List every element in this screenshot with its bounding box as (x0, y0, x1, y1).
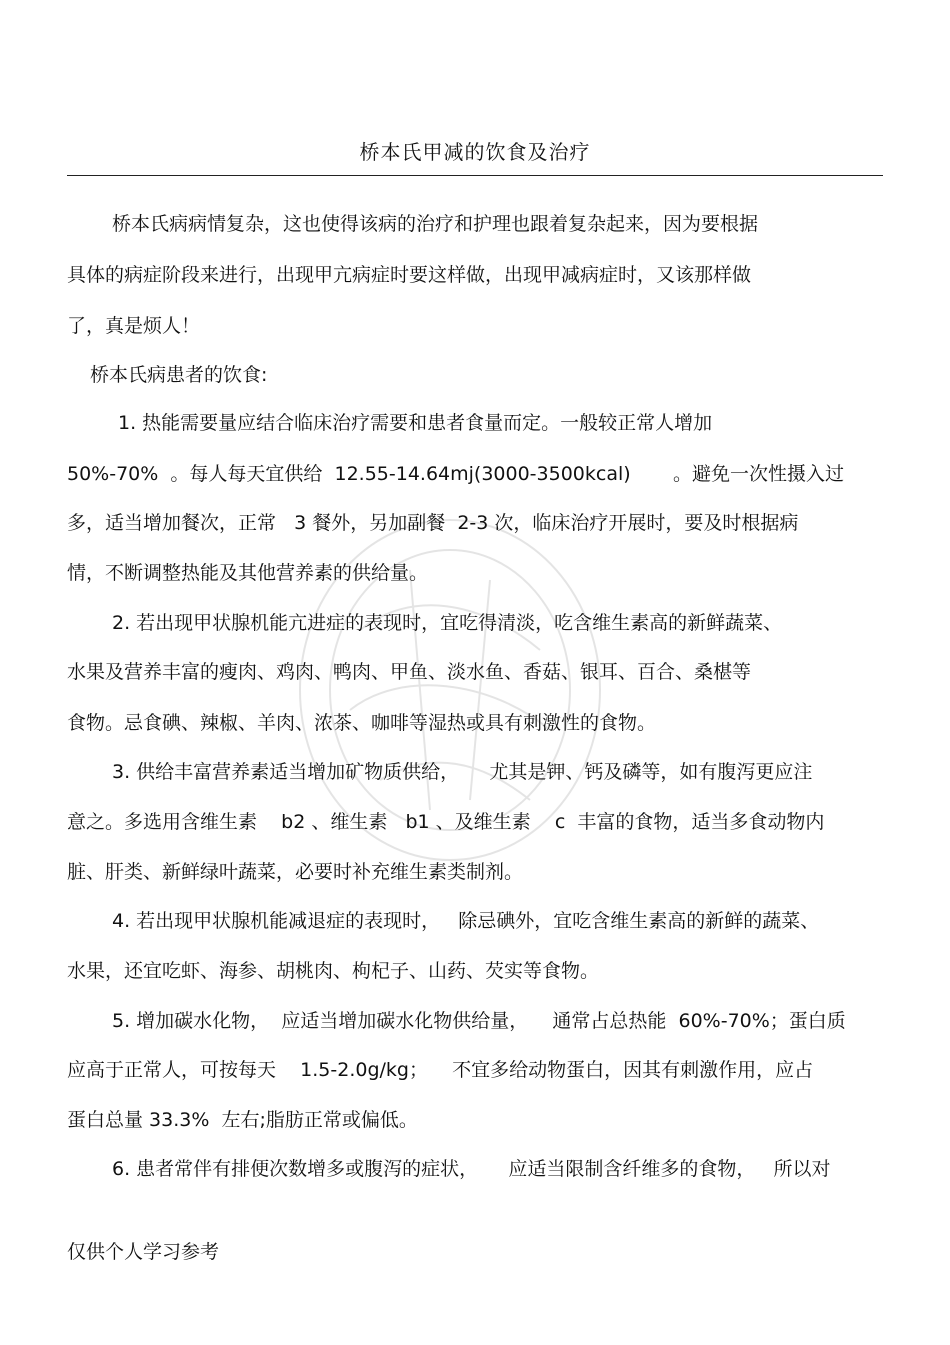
item-1-line-2: 50%-70% 。每人每天宜供给 12.55-14.64mj(3000-3500kcal) 。避免一次性摄入过 (67, 463, 844, 485)
page-footer: 仅供个人学习参考 (67, 1241, 220, 1263)
item-3-line-3: 脏、肝类、新鲜绿叶蔬菜，必要时补充维生素类制剂。 (67, 861, 524, 883)
item-4-line-1: 4. 若出现甲状腺机能减退症的表现时， 除忌碘外，宜吃含维生素高的新鲜的蔬菜、 (112, 910, 820, 932)
item-3-line-2: 意之。多选用含维生素 b2 、维生素 b1 、及维生素 c 丰富的食物，适当多食动物内 (67, 811, 825, 833)
watermark-stamp (240, 480, 660, 900)
item-6-line-1: 6. 患者常伴有排便次数增多或腹泻的症状， 应适当限制含纤维多的食物， 所以对 (112, 1158, 831, 1180)
item-2-line-2: 水果及营养丰富的瘦肉、鸡肉、鸭肉、甲鱼、淡水鱼、香菇、银耳、百合、桑椹等 (67, 661, 752, 683)
intro-line-3: 了，真是烦人！ (67, 315, 201, 337)
item-3-line-1: 3. 供给丰富营养素适当增加矿物质供给， 尤其是钾、钙及磷等，如有腹泻更应注 (112, 761, 813, 783)
item-1-line-4: 情，不断调整热能及其他营养素的供给量。 (67, 562, 429, 584)
title-divider (67, 175, 883, 176)
intro-line-1: 桥本氏病病情复杂，这也使得该病的治疗和护理也跟着复杂起来，因为要根据 (112, 213, 759, 235)
section-heading: 桥本氏病患者的饮食: (90, 364, 268, 386)
document-title: 桥本氏甲减的饮食及治疗 (359, 140, 591, 164)
item-2-line-1: 2. 若出现甲状腺机能亢进症的表现时，宜吃得清淡，吃含维生素高的新鲜蔬菜、 (112, 612, 783, 634)
item-5-line-2: 应高于正常人，可按每天 1.5-2.0g/kg； 不宜多给动物蛋白，因其有刺激作用，应占 (67, 1059, 814, 1081)
item-5-line-3: 蛋白总量 33.3% 左右;脂肪正常或偏低。 (67, 1109, 418, 1131)
item-2-line-3: 食物。忌食碘、辣椒、羊肉、浓茶、咖啡等湿热或具有刺激性的食物。 (67, 712, 657, 734)
item-1-line-1: 1. 热能需要量应结合临床治疗需要和患者食量而定。一般较正常人增加 (118, 412, 713, 434)
intro-line-2: 具体的病症阶段来进行，出现甲亢病症时要这样做，出现甲减病症时，又该那样做 (67, 264, 752, 286)
item-4-line-2: 水果，还宜吃虾、海参、胡桃肉、枸杞子、山药、芡实等食物。 (67, 960, 600, 982)
item-5-line-1: 5. 增加碳水化物， 应适当增加碳水化物供给量， 通常占总热能 60%-70%；蛋白质 (112, 1010, 846, 1032)
item-1-line-3: 多，适当增加餐次，正常 3 餐外，另加副餐 2-3 次，临床治疗开展时，要及时根据病 (67, 512, 799, 534)
